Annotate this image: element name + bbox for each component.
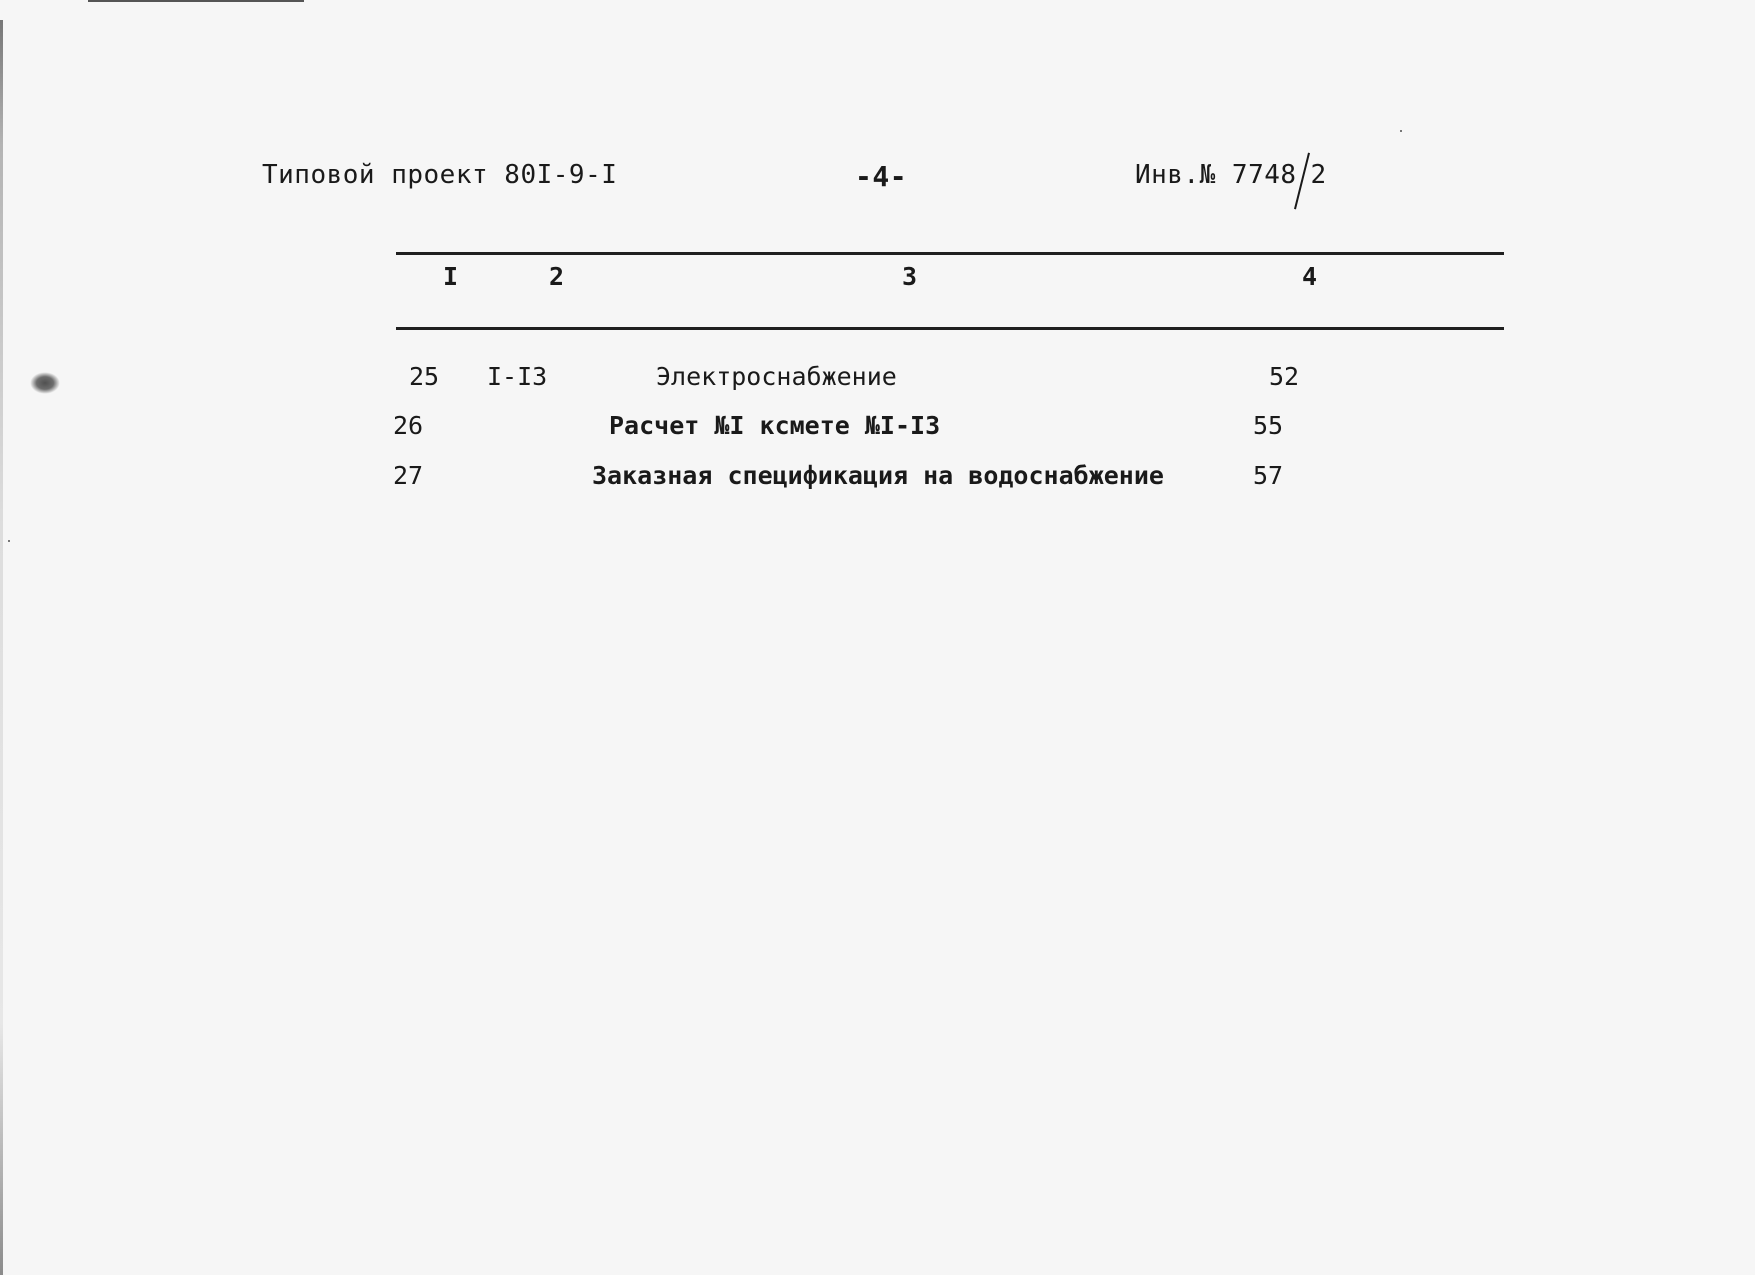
row-code: I-I3 [487,362,548,391]
inventory-suffix: 2 [1297,160,1327,190]
row-number: 26 [393,411,424,440]
inventory-prefix: Инв.№ 7748 [1135,160,1297,190]
column-heading-4: 4 [1302,262,1318,291]
column-heading-3: 3 [902,262,918,291]
ink-smudge [30,372,60,394]
row-page: 55 [1253,411,1284,440]
table-top-rule [396,252,1504,255]
row-title: Электроснабжение [656,362,897,391]
page-number: -4- [855,160,908,193]
dust-speck [1400,130,1402,132]
column-heading-1: I [443,262,459,291]
row-page: 57 [1253,461,1284,490]
row-number: 25 [409,362,440,391]
row-title: Заказная спецификация на водоснабжение [592,461,1164,490]
scan-artifact-left-edge [0,20,3,1275]
column-heading-2: 2 [549,262,565,291]
scan-artifact-top-line [88,0,304,2]
project-title: Типовой проект 80I-9-I [262,160,618,190]
row-number: 27 [393,461,424,490]
dust-speck [8,540,10,542]
row-page: 52 [1269,362,1300,391]
row-title: Расчет №I ксмете №I-I3 [609,411,941,440]
table-header-rule [396,327,1504,330]
inventory-number [1135,160,1327,190]
